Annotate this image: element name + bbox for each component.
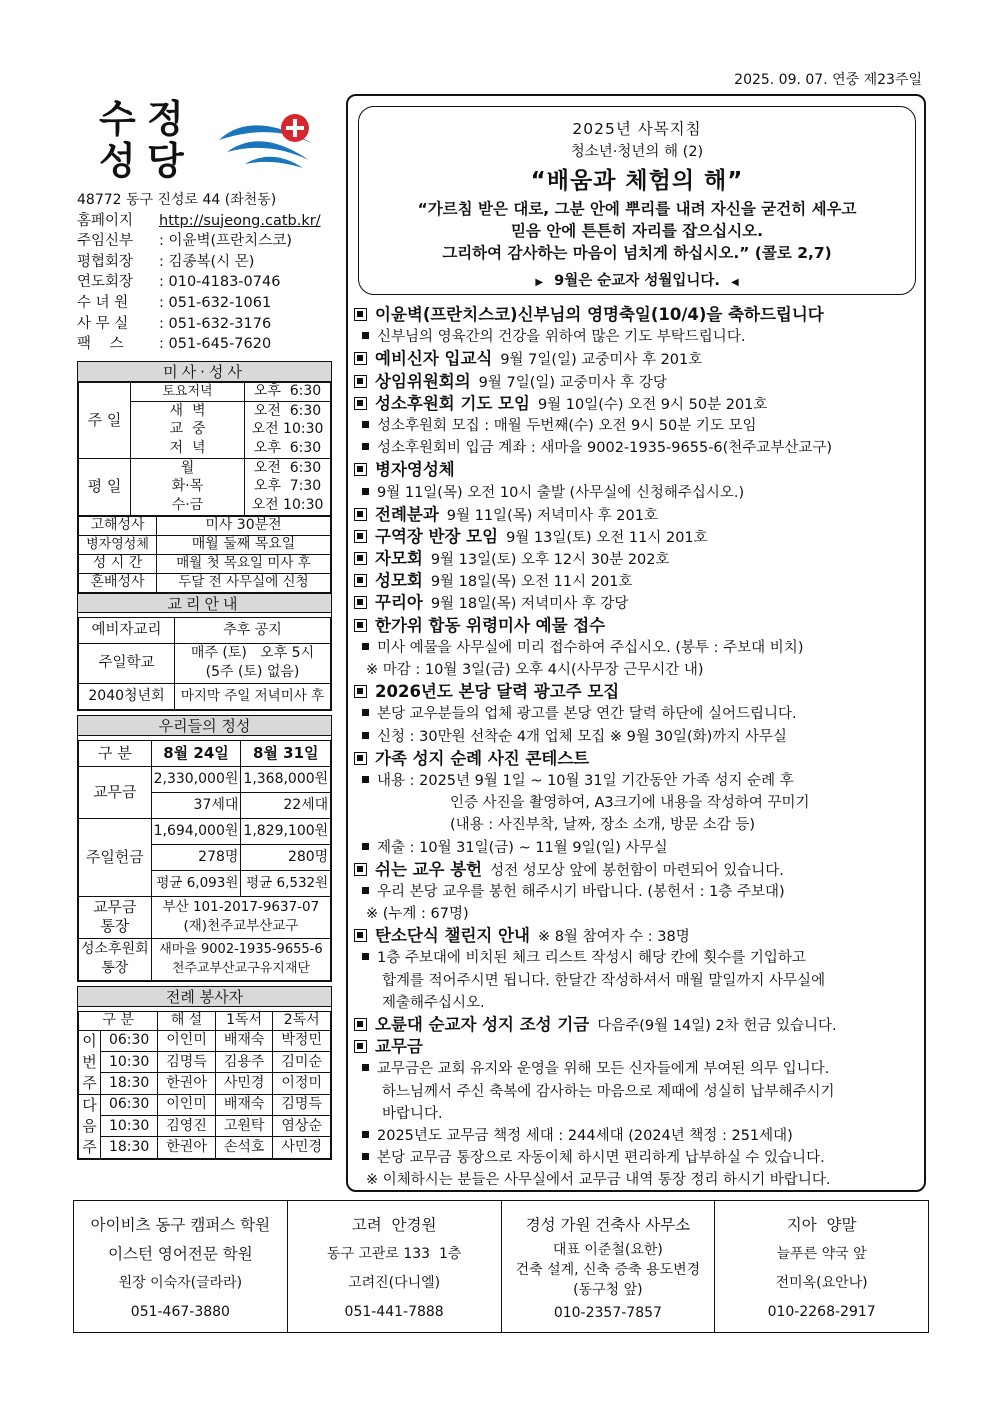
news-heading: [354, 548, 920, 570]
title-char: 수: [99, 96, 136, 141]
mass-box: [77, 361, 332, 711]
bullet-icon: [362, 953, 369, 960]
news-column: [346, 94, 926, 1192]
issue-date: 2025. 09. 07. 연중 제23주일: [734, 72, 922, 88]
info-row: 주임신부 : 이윤벽(프란치스코): [77, 233, 292, 250]
triangle-left-icon: ◀: [730, 277, 739, 288]
news-list: [354, 304, 920, 1192]
news-note: [354, 903, 920, 925]
news-continuation: [354, 1081, 920, 1103]
news-heading-title: 한가위 합동 위령미사 예물 접수: [375, 615, 606, 635]
news-heading: [354, 459, 920, 481]
advertisement: [74, 1201, 288, 1332]
news-continuation-text: (내용 : 사진부착, 날짜, 장소 소개, 방문 소감 등): [450, 817, 756, 834]
pastoral-guideline: [358, 106, 916, 295]
bullet-icon: [362, 443, 369, 450]
news-continuation: [354, 992, 920, 1014]
news-continuation: [354, 814, 920, 836]
news-heading-detail: 9월 11일(목) 저녁미사 후 201호: [446, 507, 658, 524]
square-bullet-icon: [354, 574, 367, 587]
news-item-text: 성소후원회 모집 : 매월 두번째(수) 오전 9시 50분 기도 모임: [377, 417, 757, 434]
news-item-text: 본당 교무금 통장으로 자동이체 하시면 편리하게 납부하실 수 있습니다.: [377, 1150, 825, 1167]
advertisement: [715, 1201, 928, 1332]
advertisement-line: 고려진(다니엘): [348, 1275, 441, 1291]
mass-table: 주 일 토요저녁 오후 6:30 새 벽 오전 6:30 교 중 오전 10:30 저 녁 오후 6:30 평 일 월 오전 6:30 화·목 오후 7:30 수·금 오전 10:30: [78, 382, 331, 516]
news-item: [354, 482, 920, 504]
title-char: 정: [147, 96, 184, 141]
news-item-text: 1층 주보대에 비치된 체크 리스트 작성시 해당 칸에 횟수를 기입하고: [377, 950, 806, 967]
square-bullet-icon: [354, 375, 367, 388]
parish-title: [77, 90, 332, 182]
advertisement-line: 아이비츠 동구 캠퍼스 학원: [90, 1216, 271, 1234]
bullet-icon: [362, 1153, 369, 1160]
advertisement-line: 지아 양말: [786, 1216, 857, 1234]
square-bullet-icon: [354, 463, 367, 476]
triangle-right-icon: ▶: [535, 277, 544, 288]
news-heading-title: 성모회: [375, 571, 423, 591]
advertisement-line: 건축 설계, 신축 증축 용도변경: [515, 1262, 701, 1278]
square-bullet-icon: [354, 352, 367, 365]
news-continuation-text: 바랍니다.: [382, 1105, 443, 1122]
news-heading: [354, 681, 920, 703]
news-heading-title: 2026년도 본당 달력 광고주 모집: [375, 682, 620, 702]
bullet-icon: [362, 1064, 369, 1071]
news-item-text: 제출 : 10월 31일(금) ~ 11월 9일(일) 사무실: [377, 839, 668, 856]
advertisement-line: 010-2268-2917: [767, 1304, 876, 1320]
advertisement-line: 고려 안경원: [351, 1216, 437, 1234]
news-heading: [354, 592, 920, 614]
square-bullet-icon: [354, 929, 367, 942]
news-heading-detail: ※ 8월 참여자 수 : 38명: [537, 929, 690, 946]
square-bullet-icon: [354, 619, 367, 632]
news-heading: [354, 304, 920, 326]
sacrament-table: 고해성사 미사 30분전 병자영성체 매월 둘째 목요일 성 시 간 매월 첫 목요일 미사 후 혼배성사 두달 전 사무실에 신청: [78, 516, 331, 593]
news-heading-detail: 9월 13일(토) 오전 11시 201호: [506, 529, 708, 546]
news-heading-detail: 성전 성모상 앞에 봉헌함이 마련되어 있습니다.: [490, 862, 784, 879]
offering-header: 우리들의 정성: [78, 716, 331, 736]
news-item: [354, 1058, 920, 1080]
title-char: 성: [99, 138, 136, 183]
news-item-text: 신부님의 영육간의 건강을 위하여 많은 기도 부탁드립니다.: [377, 329, 746, 346]
news-item-text: 신청 : 30만원 선착순 4개 업체 모집 ※ 9월 30일(화)까지 사무실: [377, 728, 787, 745]
news-continuation-text: 인증 사진을 촬영하여, A3크기에 내용을 작성하여 꾸미기: [450, 795, 810, 812]
news-continuation: [354, 1103, 920, 1125]
news-heading: [354, 570, 920, 592]
homepage-link[interactable]: http://sujeong.catb.kr/: [159, 212, 321, 229]
news-continuation-text: 제출해주십시오.: [382, 994, 485, 1011]
news-heading-title: 탄소단식 챌린지 안내: [375, 926, 530, 946]
news-continuation-text: 합계를 적어주시면 됩니다. 한달간 작성하셔서 매월 말일까지 사무실에: [382, 972, 826, 989]
news-heading-detail: 9월 10일(수) 오전 9시 50분 201호: [537, 396, 768, 413]
news-note: [354, 659, 920, 681]
news-heading-title: 병자영성체: [375, 460, 455, 480]
news-heading-title: 성소후원회 기도 모임: [375, 393, 530, 413]
news-item-text: 본당 교우분들의 업체 광고를 본당 연간 달력 하단에 실어드립니다.: [377, 706, 797, 723]
info-row: 홈페이지 http://sujeong.catb.kr/: [77, 211, 332, 232]
advertisement-line: 대표 이준철(요한): [552, 1242, 663, 1258]
square-bullet-icon: [354, 552, 367, 565]
advertisement-line: 경성 가원 건축사 사무소: [525, 1216, 691, 1234]
square-bullet-icon: [354, 508, 367, 521]
news-heading-detail: 9월 7일(일) 교중미사 후 201호: [500, 352, 703, 369]
news-heading-title: 예비신자 입교식: [375, 349, 493, 369]
bullet-icon: [362, 1131, 369, 1138]
news-item: [354, 437, 920, 459]
square-bullet-icon: [354, 685, 367, 698]
news-heading: [354, 1014, 920, 1036]
news-item: [354, 837, 920, 859]
news-note: [354, 1169, 920, 1191]
news-heading-title: 가족 성지 순례 사진 콘테스트: [375, 748, 590, 768]
news-heading-title: 교무금: [375, 1037, 423, 1057]
news-heading-title: 꾸리아: [375, 593, 423, 613]
square-bullet-icon: [354, 530, 367, 543]
news-note-text: ※ 이체하시는 분들은 사무실에서 교무금 내역 통장 정리 하시기 바랍니다.: [366, 1172, 831, 1189]
news-item-text: 우리 본당 교우를 봉헌 해주시기 바랍니다. (봉헌서 : 1층 주보대): [377, 883, 785, 900]
info-row: 사 무 실 : 051-632-3176: [77, 315, 272, 332]
news-heading-title: 구역장 반장 모임: [375, 526, 499, 546]
left-column: [77, 90, 332, 1160]
news-heading-detail: 9월 13일(토) 오후 12시 30분 202호: [430, 552, 670, 569]
bullet-icon: [362, 488, 369, 495]
advertisement-line: 010-2357-7857: [553, 1305, 662, 1321]
news-heading-detail: 9월 18일(목) 오전 11시 201호: [430, 574, 633, 591]
advertisement: [502, 1201, 716, 1332]
news-item: [354, 1125, 920, 1147]
bullet-icon: [362, 643, 369, 650]
news-heading-title: 자모회: [375, 549, 423, 569]
advertisement: [288, 1201, 502, 1332]
offering-table: 구 분 8월 24일 8월 31일 교무금 2,330,000원 1,368,000원 37세대 22세대 주일헌금 1,694,000원 1,829,100원 278명 280명 평균 6,093원 평균 6,532원 교무금 통장 부산 101-2017-9637-07 (재)천주교부산교구 성소후원회 통장 새마을 9002-1935-9655-6 천주교부산교구유지재단: [78, 740, 331, 981]
education-header: 교리안내: [78, 593, 331, 613]
advertisement-line: 051-441-7888: [344, 1304, 444, 1320]
guideline-year-theme: 청소년·청년의 해 (2): [570, 144, 704, 160]
news-heading-title: 전례분과: [375, 504, 439, 524]
square-bullet-icon: [354, 752, 367, 765]
advertisement-line: 늘푸른 약국 앞: [776, 1246, 867, 1262]
news-heading: [354, 615, 920, 637]
news-item: [354, 770, 920, 792]
info-row: 평협회장 : 김종복(시 몬): [77, 253, 255, 270]
square-bullet-icon: [354, 1018, 367, 1031]
bullet-icon: [362, 732, 369, 739]
square-bullet-icon: [354, 1040, 367, 1053]
news-heading: [354, 393, 920, 415]
offering-box: [77, 715, 332, 982]
news-heading-detail: 9월 7일(일) 교중미사 후 강당: [478, 374, 667, 391]
news-item: [354, 415, 920, 437]
info-row: 수 녀 원 : 051-632-1061: [77, 294, 272, 311]
news-note-text: ※ 마감 : 10월 3일(금) 오후 4시(사무장 근무시간 내): [366, 662, 704, 678]
news-continuation: [354, 970, 920, 992]
square-bullet-icon: [354, 863, 367, 876]
bullet-icon: [362, 421, 369, 428]
advertisement-line: (동구청 앞): [573, 1282, 643, 1298]
news-heading: [354, 859, 920, 881]
parish-logo-icon: [217, 100, 329, 172]
square-bullet-icon: [354, 397, 367, 410]
servers-table: 구 분 해 설 1독서 2독서 이 번 주 06:30 이인미 배재숙 박정민 10:30 김명득 김용주 김미순 18:30 한권아 사민경 이정미 다 음 주 06:30 이인미 배재숙 김명득 10:30 김영진 고원탁 염상순 18:30 한권아 손석호 사민경: [78, 1011, 331, 1159]
news-heading: [354, 504, 920, 526]
news-heading-title: 쉬는 교우 봉헌: [375, 859, 483, 879]
news-heading: [354, 371, 920, 393]
news-note-text: ※ (누계 : 67명): [366, 906, 469, 923]
news-heading: [354, 1036, 920, 1058]
month-note: ▶ 9월은 순교자 성월입니다. ◀: [535, 273, 739, 289]
parish-address: 48772 동구 진성로 44 (좌천동): [77, 192, 277, 208]
advertisement-line: 원장 이숙자(글라라): [118, 1275, 243, 1291]
info-row: 연도회장 : 010-4183-0746: [77, 274, 281, 291]
news-heading-detail: 9월 18일(목) 저녁미사 후 강당: [430, 596, 629, 613]
advertisement-line: 051-467-3880: [130, 1304, 230, 1320]
bullet-icon: [362, 843, 369, 850]
advertisement-line: 이스턴 영어전문 학원: [108, 1245, 253, 1263]
news-continuation: [354, 792, 920, 814]
guideline-motto: “배움과 체험의 해”: [530, 168, 744, 194]
news-item: [354, 703, 920, 725]
guideline-title: 2025년 사목지침: [572, 120, 702, 138]
bullet-icon: [362, 776, 369, 783]
advertisement-line: 전미옥(요안나): [775, 1275, 868, 1291]
servers-box: [77, 986, 332, 1160]
news-item: [354, 637, 920, 659]
news-heading-detail: 다음주(9월 14일) 2차 헌금 있습니다.: [597, 1018, 837, 1034]
news-item-text: 성소후원회비 입금 계좌 : 새마을 9002-1935-9655-6(천주교부산교구): [377, 440, 833, 457]
news-heading-title: 오륜대 순교자 성지 조성 기금: [375, 1015, 590, 1034]
news-item-text: 9월 11일(목) 오전 10시 출발 (사무실에 신청해주십시오.): [377, 484, 745, 501]
news-item-text: 2025년도 교무금 책정 세대 : 244세대 (2024년 책정 : 251세대): [377, 1127, 793, 1144]
news-heading-title: 이윤벽(프란치스코)신부님의 영명축일(10/4)을 축하드립니다: [375, 305, 824, 324]
news-item-text: 내용 : 2025년 9월 1일 ~ 10월 31일 기간동안 가족 성지 순례 후: [377, 772, 794, 789]
news-heading-title: 상임위원회의: [375, 371, 471, 391]
news-continuation-text: 하느님께서 주신 축복에 감사하는 마음으로 제때에 성실히 납부해주시기: [382, 1083, 835, 1100]
news-heading: [354, 526, 920, 548]
parish-info: [77, 190, 332, 355]
news-item: [354, 947, 920, 969]
education-table: 예비자교리 추후 공지 주일학교 매주 (토) 오후 5시 (5주 (토) 없음) 2040청년회 마지막 주일 저녁미사 후: [78, 617, 331, 710]
square-bullet-icon: [354, 596, 367, 609]
news-item-text: 교무금은 교회 유지와 운영을 위해 모든 신자들에게 부여된 의무 입니다.: [377, 1061, 830, 1078]
servers-header: 전례 봉사자: [78, 987, 331, 1007]
advertisement-line: 동구 고관로 133 1층: [326, 1246, 462, 1262]
title-char: 당: [147, 138, 184, 183]
bullet-icon: [362, 332, 369, 339]
news-item-text: 미사 예물을 사무실에 미리 접수하여 주십시오. (봉투 : 주보대 비치): [377, 639, 804, 656]
news-item: [354, 1147, 920, 1169]
bullet-icon: [362, 887, 369, 894]
bullet-icon: [362, 709, 369, 716]
news-heading: [354, 748, 920, 770]
news-item: [354, 326, 920, 348]
news-heading: [354, 925, 920, 947]
news-item: [354, 881, 920, 903]
mass-header: 미사·성사: [78, 362, 331, 382]
info-row: 팩 스 : 051-645-7620: [77, 336, 272, 353]
square-bullet-icon: [354, 308, 367, 321]
news-item: [354, 726, 920, 748]
advertisement-bar: [73, 1200, 929, 1333]
guideline-quote: “가르침 받은 대로, 그분 안에 뿌리를 내려 자신을 굳건히 세우고 믿음 안에 튼튼히 자리를 잡으십시오. 그리하여 감사하는 마음이 넘치게 하십시오.” (콜로 2,7): [417, 200, 857, 262]
news-heading: [354, 348, 920, 370]
